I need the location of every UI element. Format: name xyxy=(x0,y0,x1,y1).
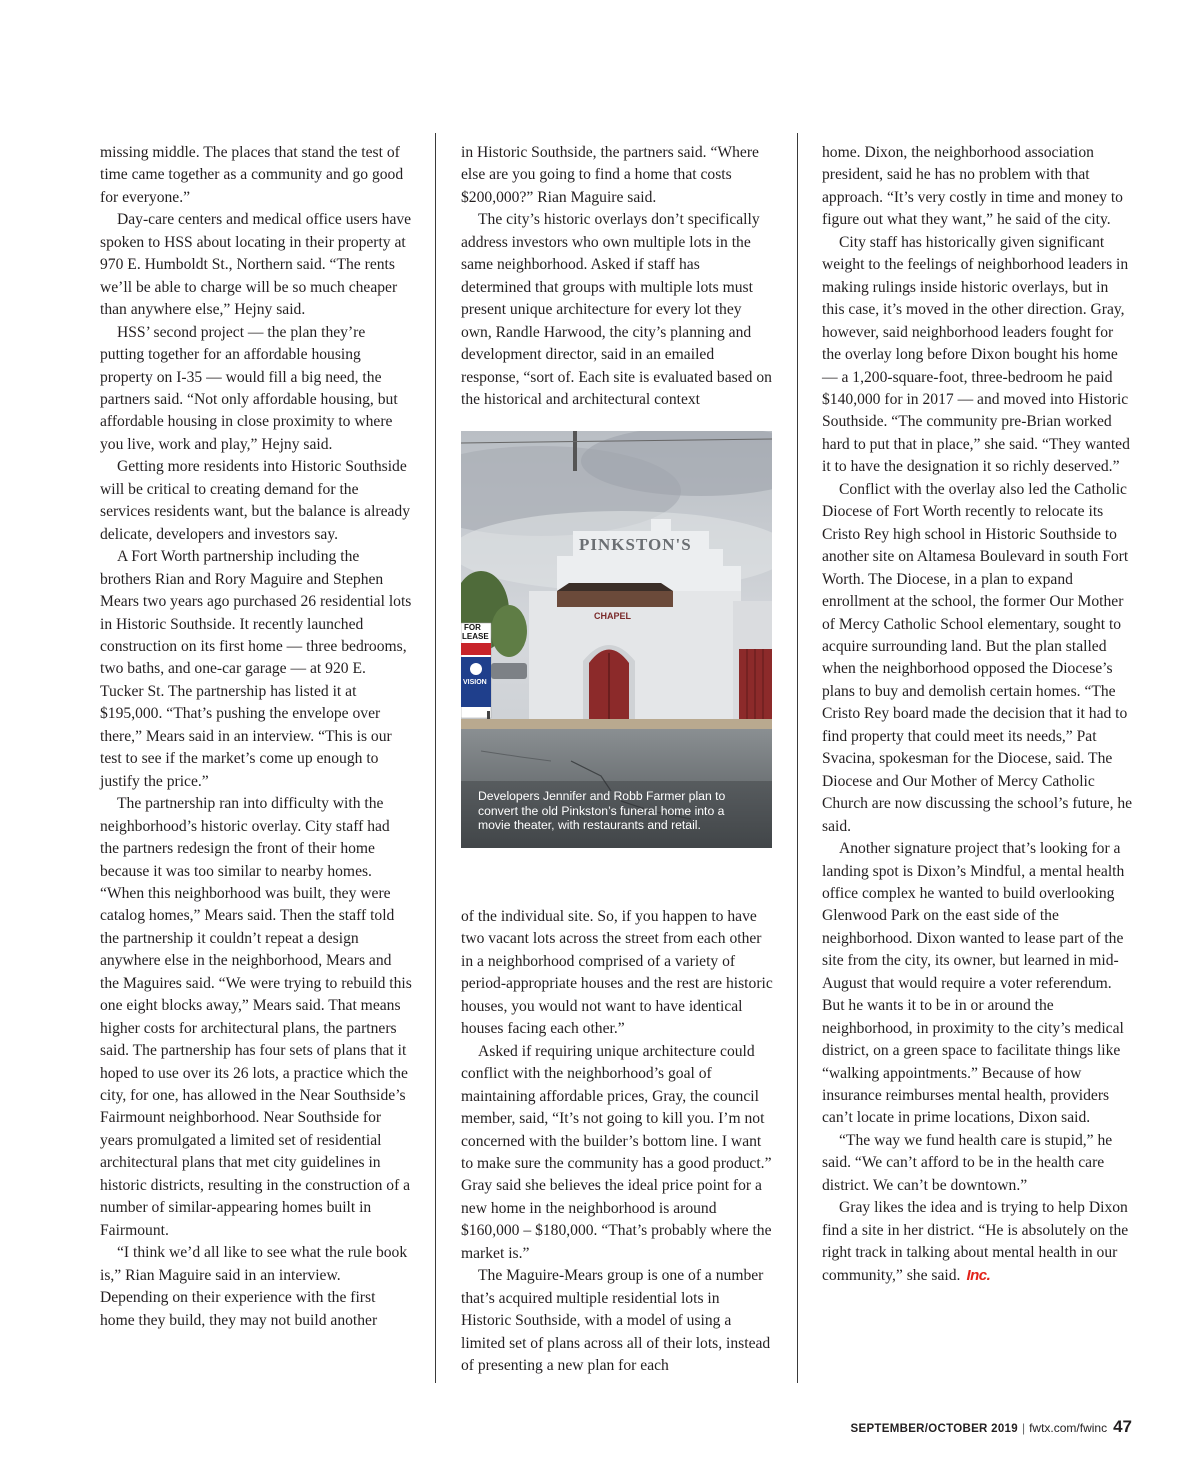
paragraph: Another signature project that’s looking for a landing spot is Dixon’s Mindful, a mental health office complex he wanted to build overlooking Glenwood Park on the east side of the neighborhood. Dixon wanted to lease part of the site from the city, its owner, but learned in mid-August that would require a voter referendum. But he wants it to be in or around the neighborhood, in proximity to the city’s medical district, on a green space to facilitate things like “walking appointments.” Because of how insurance reimburses mental health, providers can’t locate in prime locations, Dixon said. xyxy=(822,840,1125,1127)
lease-sign-top: FOR xyxy=(464,623,481,632)
article-column-3 xyxy=(822,142,1134,1287)
paragraph: missing middle. The places that stand the test of time came together as a community and go good for everyone.” xyxy=(100,144,404,206)
paragraph: The partnership ran into difficulty with the neighborhood’s historic overlay. City staff had the partners redesign the front of their home because it was too similar to nearby homes. “When this neighborhood was built, they were catalog homes,” Mears said. Then the staff told the partnership it couldn’t repeat a design anywhere else in the neighborhood, Mears and the Maguires said. “We were trying to rebuild this one eight blocks away,” Mears said. That means higher costs for architectural plans, the partners said. The partnership has four sets of plans that it hoped to use over its 26 lots, a practice which the city, for one, has allowed in the Near Southside’s Fairmount neighborhood. Near Southside for years promulgated a limited set of residential architectural plans that met city guidelines in historic districts, resulting in the construction of a number of similar-appearing homes built in Fairmount. xyxy=(100,795,412,1239)
building-sign: PINKSTON'S xyxy=(579,535,692,554)
lease-sign-brand: VISION xyxy=(463,679,487,686)
paragraph: The city’s historic overlays don’t specifically address investors who own multiple lots in the same neighborhood. Asked if staff has determined that groups with multiple lots must present unique architecture for every lot they own, Randle Harwood, the city’s planning and development director, said in an emailed response, “sort of. Each site is evaluated based on the historical and architectural context xyxy=(461,211,772,408)
photo-caption: Developers Jennifer and Robb Farmer plan to convert the old Pinkston’s funeral home into a movie theater, with restaurants and retail. xyxy=(478,789,726,832)
page-number: 47 xyxy=(1113,1417,1132,1436)
paragraph: in Historic Southside, the partners said. “Where else are you going to find a home that costs $200,000?” Rian Maguire said. xyxy=(461,144,759,206)
article-column-2-bottom xyxy=(461,906,773,1378)
lease-sign-bottom: LEASE xyxy=(462,632,489,641)
article-column-2-top xyxy=(461,142,773,411)
paragraph: home. Dixon, the neighborhood association president, said he has no problem with that approach. “It’s very costly in time and money to figure out what they want,” he said of the city. xyxy=(822,144,1123,229)
paragraph: HSS’ second project — the plan they’re putting together for an affordable housing property on I-35 — would fill a big need, the partners said. “Not only affordable housing, but affordable housing in close proximity to where you live, work and play,” Hejny said. xyxy=(100,323,398,453)
footer-separator: | xyxy=(1021,1421,1026,1435)
inc-end-mark: Inc. xyxy=(966,1266,991,1284)
paragraph: Asked if requiring unique architecture could conflict with the neighborhood’s goal of maintaining affordable prices, Gray, the council member, said, “It’s not going to kill you. I’m not concerned with the builder’s bottom line. I want to make sure the community has a good product.” Gray said she believes the ideal price point for a new home in the neighborhood is around $160,000 – $180,000. “That’s probably where the market is.” xyxy=(461,1042,772,1262)
paragraph: City staff has historically given significant weight to the feelings of neighborhood leaders in making rulings inside historic overlays, but in this case, it’s moved in the other direction. Gray, however, said neighborhood leaders fought for the overlay long before Dixon bought his home — a 1,200-square-foot, three-bedroom he paid $140,000 for in 2017 — and moved into Historic Southside. “The community pre-Brian worked hard to put that in place,” she said. “They wanted it to have the designation it so richly deserved.” xyxy=(822,233,1130,476)
paragraph: “The way we fund health care is stupid,” he said. “We can’t afford to be in the health care district. We can’t be downtown.” xyxy=(822,1131,1113,1194)
paragraph: of the individual site. So, if you happen to have two vacant lots across the street from each other in a neighborhood comprised of a variety of period-appropriate houses and the rest are historic houses, you would not want to have identical houses facing each other.” xyxy=(461,908,773,1038)
issue-date: SEPTEMBER/OCTOBER 2019 xyxy=(850,1423,1018,1435)
column-divider xyxy=(435,133,436,1383)
column-divider xyxy=(797,133,798,1383)
paragraph xyxy=(822,1197,1134,1287)
paragraph: “I think we’d all like to see what the rule book is,” Rian Maguire said in an interview. Depending on their experience with the first home they build, they may not build another xyxy=(100,1244,408,1329)
paragraph-text: Gray likes the idea and is trying to help Dixon find a site in her district. “He is absolutely on the right track in talking about mental health in our community,” she said. xyxy=(822,1199,1129,1284)
page-footer xyxy=(851,1417,1133,1437)
pinkstons-chapel-photo xyxy=(461,431,772,848)
site-url: fwtx.com/fwinc xyxy=(1029,1421,1108,1435)
paragraph: Getting more residents into Historic Southside will be critical to creating demand for the services residents want, but the balance is already delicate, developers and investors say. xyxy=(100,458,411,543)
article-column-1 xyxy=(100,142,412,1332)
paragraph: Day-care centers and medical office users have spoken to HSS about locating in their property at 970 E. Humboldt St., Northern said. “The rents we’ll be able to charge will be so much cheaper than anywhere else,” Hejny said. xyxy=(100,211,412,319)
paragraph: The Maguire-Mears group is one of a number that’s acquired multiple residential lots in Historic Southside, with a model of using a limited set of plans across all of their lots, instead of presenting a new plan for each xyxy=(461,1267,771,1375)
chapel-sign: CHAPEL xyxy=(594,611,632,621)
paragraph: Conflict with the overlay also led the Catholic Diocese of Fort Worth recently to relocate its Cristo Rey high school in Historic Southside to another site on Altamesa Boulevard in south Fort Worth. The Diocese, in a plan to expand enrollment at the school, the former Our Mother of Mercy Catholic School elementary, sought to acquire surrounding land. But the plan stalled when the neighborhood opposed the Diocese’s plans to buy and demolish certain homes. “The Cristo Rey board made the decision that it had to find property that could meet its needs,” Pat Svacina, spokesman for the Diocese, said. The Diocese and Our Mother of Mercy Catholic Church are now discussing the school’s future, he said. xyxy=(822,480,1133,835)
paragraph: A Fort Worth partnership including the brothers Rian and Rory Maguire and Stephen Mears two years ago purchased 26 residential lots in Historic Southside. It recently launched construction on its first home — three bedrooms, two baths, and one-car garage — at 920 E. Tucker St. The partnership has listed it at $195,000. “That’s pushing the envelope over there,” Mears said in an interview. “This is our test to see if the market’s come up enough to justify the price.” xyxy=(100,548,412,790)
